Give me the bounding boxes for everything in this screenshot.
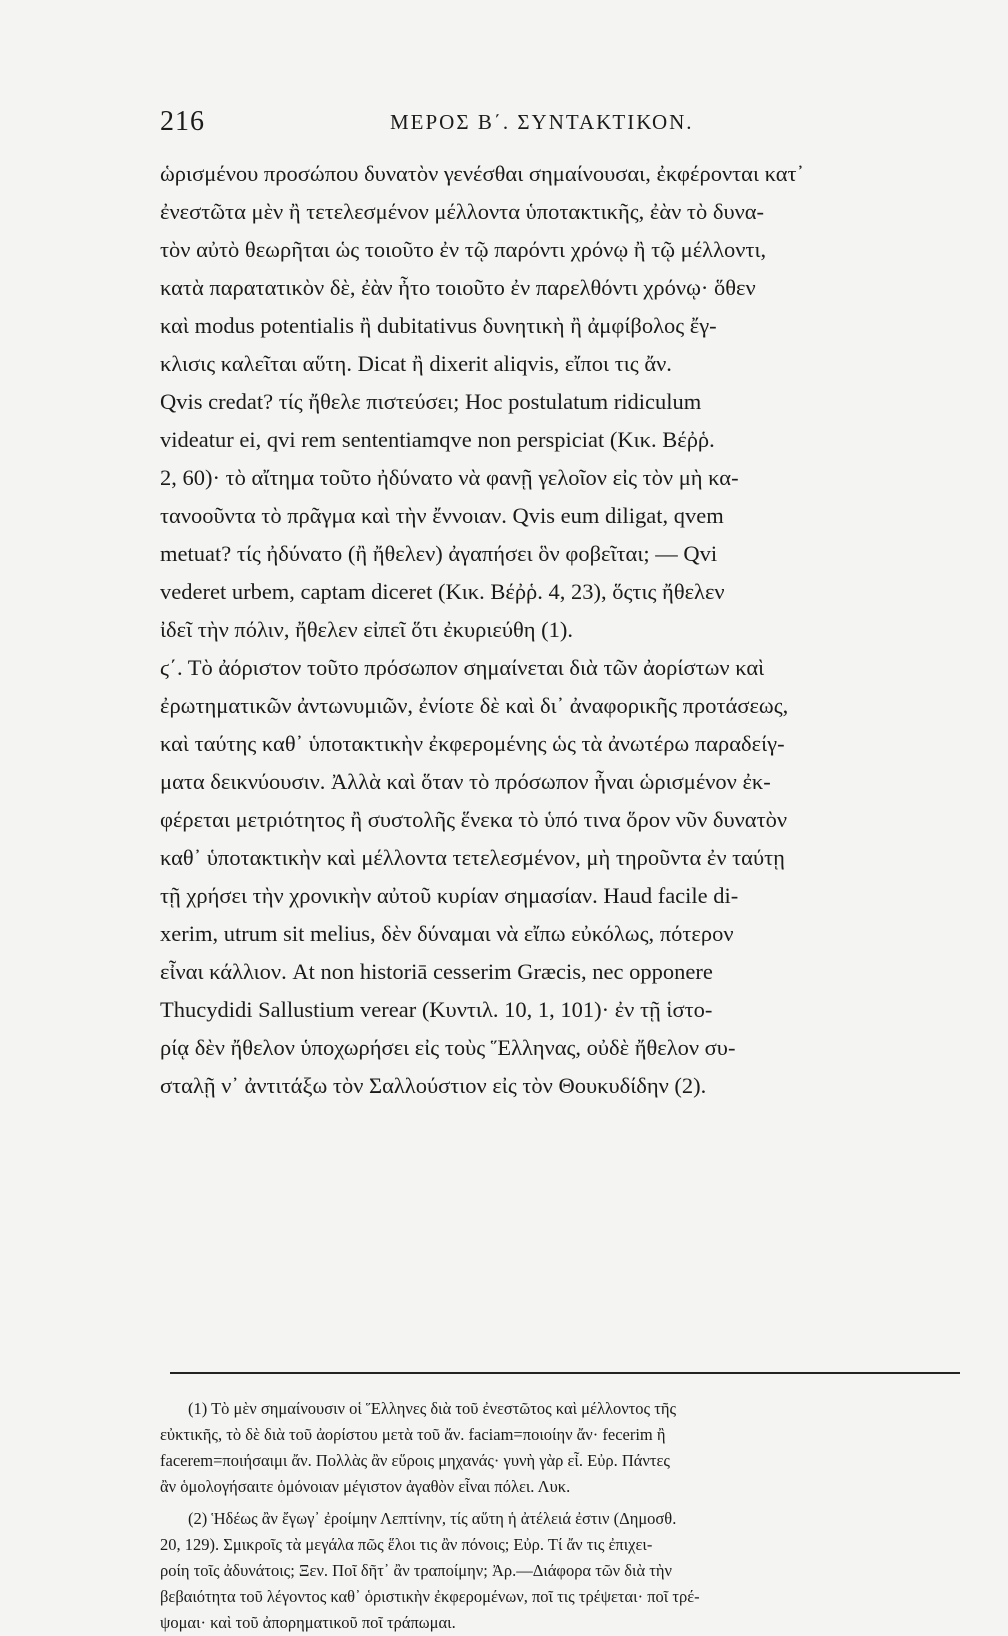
text-line: ὡρισμένου προσώπου δυνατὸν γενέσθαι σημαίνουσαι, ἐκφέρονται κατ᾽ (160, 161, 805, 186)
footnote-1-line: εὐκτικῆς, τὸ δὲ διὰ τοῦ ἀορίστου μετὰ τοῦ ἄν. faciam=ποιοίην ἄν· fecerim ἢ (160, 1425, 666, 1444)
text-line: vederet urbem, captam diceret (Κικ. Βέῤῥ. 4, 23), ὅςτις ἤθελεν (160, 579, 725, 604)
text-line: ἐρωτηματικῶν ἀντωνυμιῶν, ἐνίοτε δὲ καὶ δι᾽ ἀναφορικῆς προτάσεως, (160, 693, 789, 718)
text-line: ρίᾳ δὲν ἤθελον ὑποχωρήσει εἰς τοὺς Ἕλληνας, οὐδὲ ἤθελον συ- (160, 1035, 736, 1060)
text-line: κλισις καλεῖται αὕτη. Dicat ἢ dixerit aliqvis, εἴποι τις ἄν. (160, 351, 672, 376)
text-line: καὶ ταύτης καθ᾽ ὑποτακτικὴν ἐκφερομένης ὡς τὰ ἀνωτέρω παραδείγ- (160, 731, 785, 756)
text-line: videatur ei, qvi rem sententiamqve non perspiciat (Κικ. Βέῤῥ. (160, 427, 715, 452)
page-header (160, 106, 960, 146)
text-line: σταλῇ ν᾽ ἀντιτάξω τὸν Σαλλούστιον εἰς τὸν Θουκυδίδην (2). (160, 1073, 707, 1098)
footnote-2-line: ψομαι· καὶ τοῦ ἀπορηματικοῦ ποῖ τράπωμαι. (160, 1613, 456, 1632)
main-text (160, 155, 960, 1105)
text-line: ἰδεῖ τὴν πόλιν, ἤθελεν εἰπεῖ ὅτι ἐκυριεύθη (1). (160, 617, 574, 642)
footnote-2-line: βεβαιότητα τοῦ λέγοντος καθ᾽ ὁριστικὴν ἐκφερομένων, ποῖ τις τρέψεται· ποῖ τρέ- (160, 1587, 700, 1606)
text-line: Qvis credat? τίς ἤθελε πιστεύσει; Hoc postulatum ridiculum (160, 389, 702, 414)
text-line: metuat? τίς ἠδύνατο (ἢ ἤθελεν) ἀγαπήσει ὃν φοβεῖται; — Qvi (160, 541, 718, 566)
text-line: καὶ modus potentialis ἢ dubitativus δυνητικὴ ἢ ἀμφίβολος ἔγ- (160, 313, 717, 338)
footnote-rule (170, 1372, 960, 1374)
text-line: Thucydidi Sallustium verear (Κυντιλ. 10, 1, 101)· ἐν τῇ ἱστο- (160, 997, 713, 1022)
running-head: ΜΕΡΟΣ Β΄. ΣΥΝΤΑΚΤΙΚΟΝ. (390, 110, 694, 134)
page-number: 216 (160, 106, 205, 137)
text-line: xerim, utrum sit melius, δὲν δύναμαι νὰ εἴπω εὐκόλως, πότερον (160, 921, 734, 946)
footnote-1-line: ἂν ὁμολογήσαιτε ὁμόνοιαν μέγιστον ἀγαθὸν εἶναι πόλει. Λυκ. (160, 1477, 571, 1496)
footnote-1-line: facerem=ποιήσαιμι ἄν. Πολλὰς ἂν εὕροις μηχανάς· γυνὴ γὰρ εἶ. Εὐρ. Πάντες (160, 1451, 670, 1470)
text-line: ματα δεικνύουσιν. Ἀλλὰ καὶ ὅταν τὸ πρόσωπον ἦναι ὡρισμένον ἐκ- (160, 769, 771, 794)
text-line: καθ᾽ ὑποτακτικὴν καὶ μέλλοντα τετελεσμένον, μὴ τηροῦντα ἐν ταύτῃ (160, 845, 785, 870)
footnotes (160, 1396, 960, 1636)
text-line: εἶναι κάλλιον. At non historiā cesserim Græcis, nec opponere (160, 959, 713, 984)
text-line: ϛ΄. Τὸ ἀόριστον τοῦτο πρόσωπον σημαίνεται διὰ τῶν ἀορίστων καὶ (160, 655, 765, 680)
text-line: κατὰ παρατατικὸν δὲ, ἐὰν ἦτο τοιοῦτο ἐν παρελθόντι χρόνῳ· ὅθεν (160, 275, 756, 300)
text-line: τὸν αὐτὸ θεωρῆται ὡς τοιοῦτο ἐν τῷ παρόντι χρόνῳ ἢ τῷ μέλλοντι, (160, 237, 767, 262)
text-line: τῇ χρήσει τὴν χρονικὴν αὐτοῦ κυρίαν σημασίαν. Haud facile di- (160, 883, 739, 908)
text-line: τανοοῦντα τὸ πρᾶγμα καὶ τὴν ἔννοιαν. Qvis eum diligat, qvem (160, 503, 724, 528)
footnote-2-line: (2) Ἡδέως ἂν ἔγωγ᾽ ἐροίμην Λεπτίνην, τίς αὕτη ἡ ἀτέλειά ἐστιν (Δημοσθ. (188, 1509, 677, 1528)
footnote-2-line: ροίη τοῖς ἀδυνάτοις; Ξεν. Ποῖ δῆτ᾽ ἂν τραποίμην; Ἀρ.—Διάφορα τῶν διὰ τὴν (160, 1561, 672, 1580)
text-line: φέρεται μετριότητος ἢ συστολῆς ἕνεκα τὸ ὑπό τινα ὅρον νῦν δυνατὸν (160, 807, 788, 832)
footnote-1-line: (1) Τὸ μὲν σημαίνουσιν οἱ Ἕλληνες διὰ τοῦ ἐνεστῶτος καὶ μέλλοντος τῆς (188, 1399, 676, 1418)
footnote-2-line: 20, 129). Σμικροῖς τὰ μεγάλα πῶς ἕλοι τις ἂν πόνοις; Εὐρ. Τί ἄν τις ἐπιχει- (160, 1535, 653, 1554)
text-line: 2, 60)· τὸ αἴτημα τοῦτο ἠδύνατο νὰ φανῇ γελοῖον εἰς τὸν μὴ κα- (160, 465, 739, 490)
text-line: ἐνεστῶτα μὲν ἢ τετελεσμένον μέλλοντα ὑποτακτικῆς, ἐὰν τὸ δυνα- (160, 199, 765, 224)
